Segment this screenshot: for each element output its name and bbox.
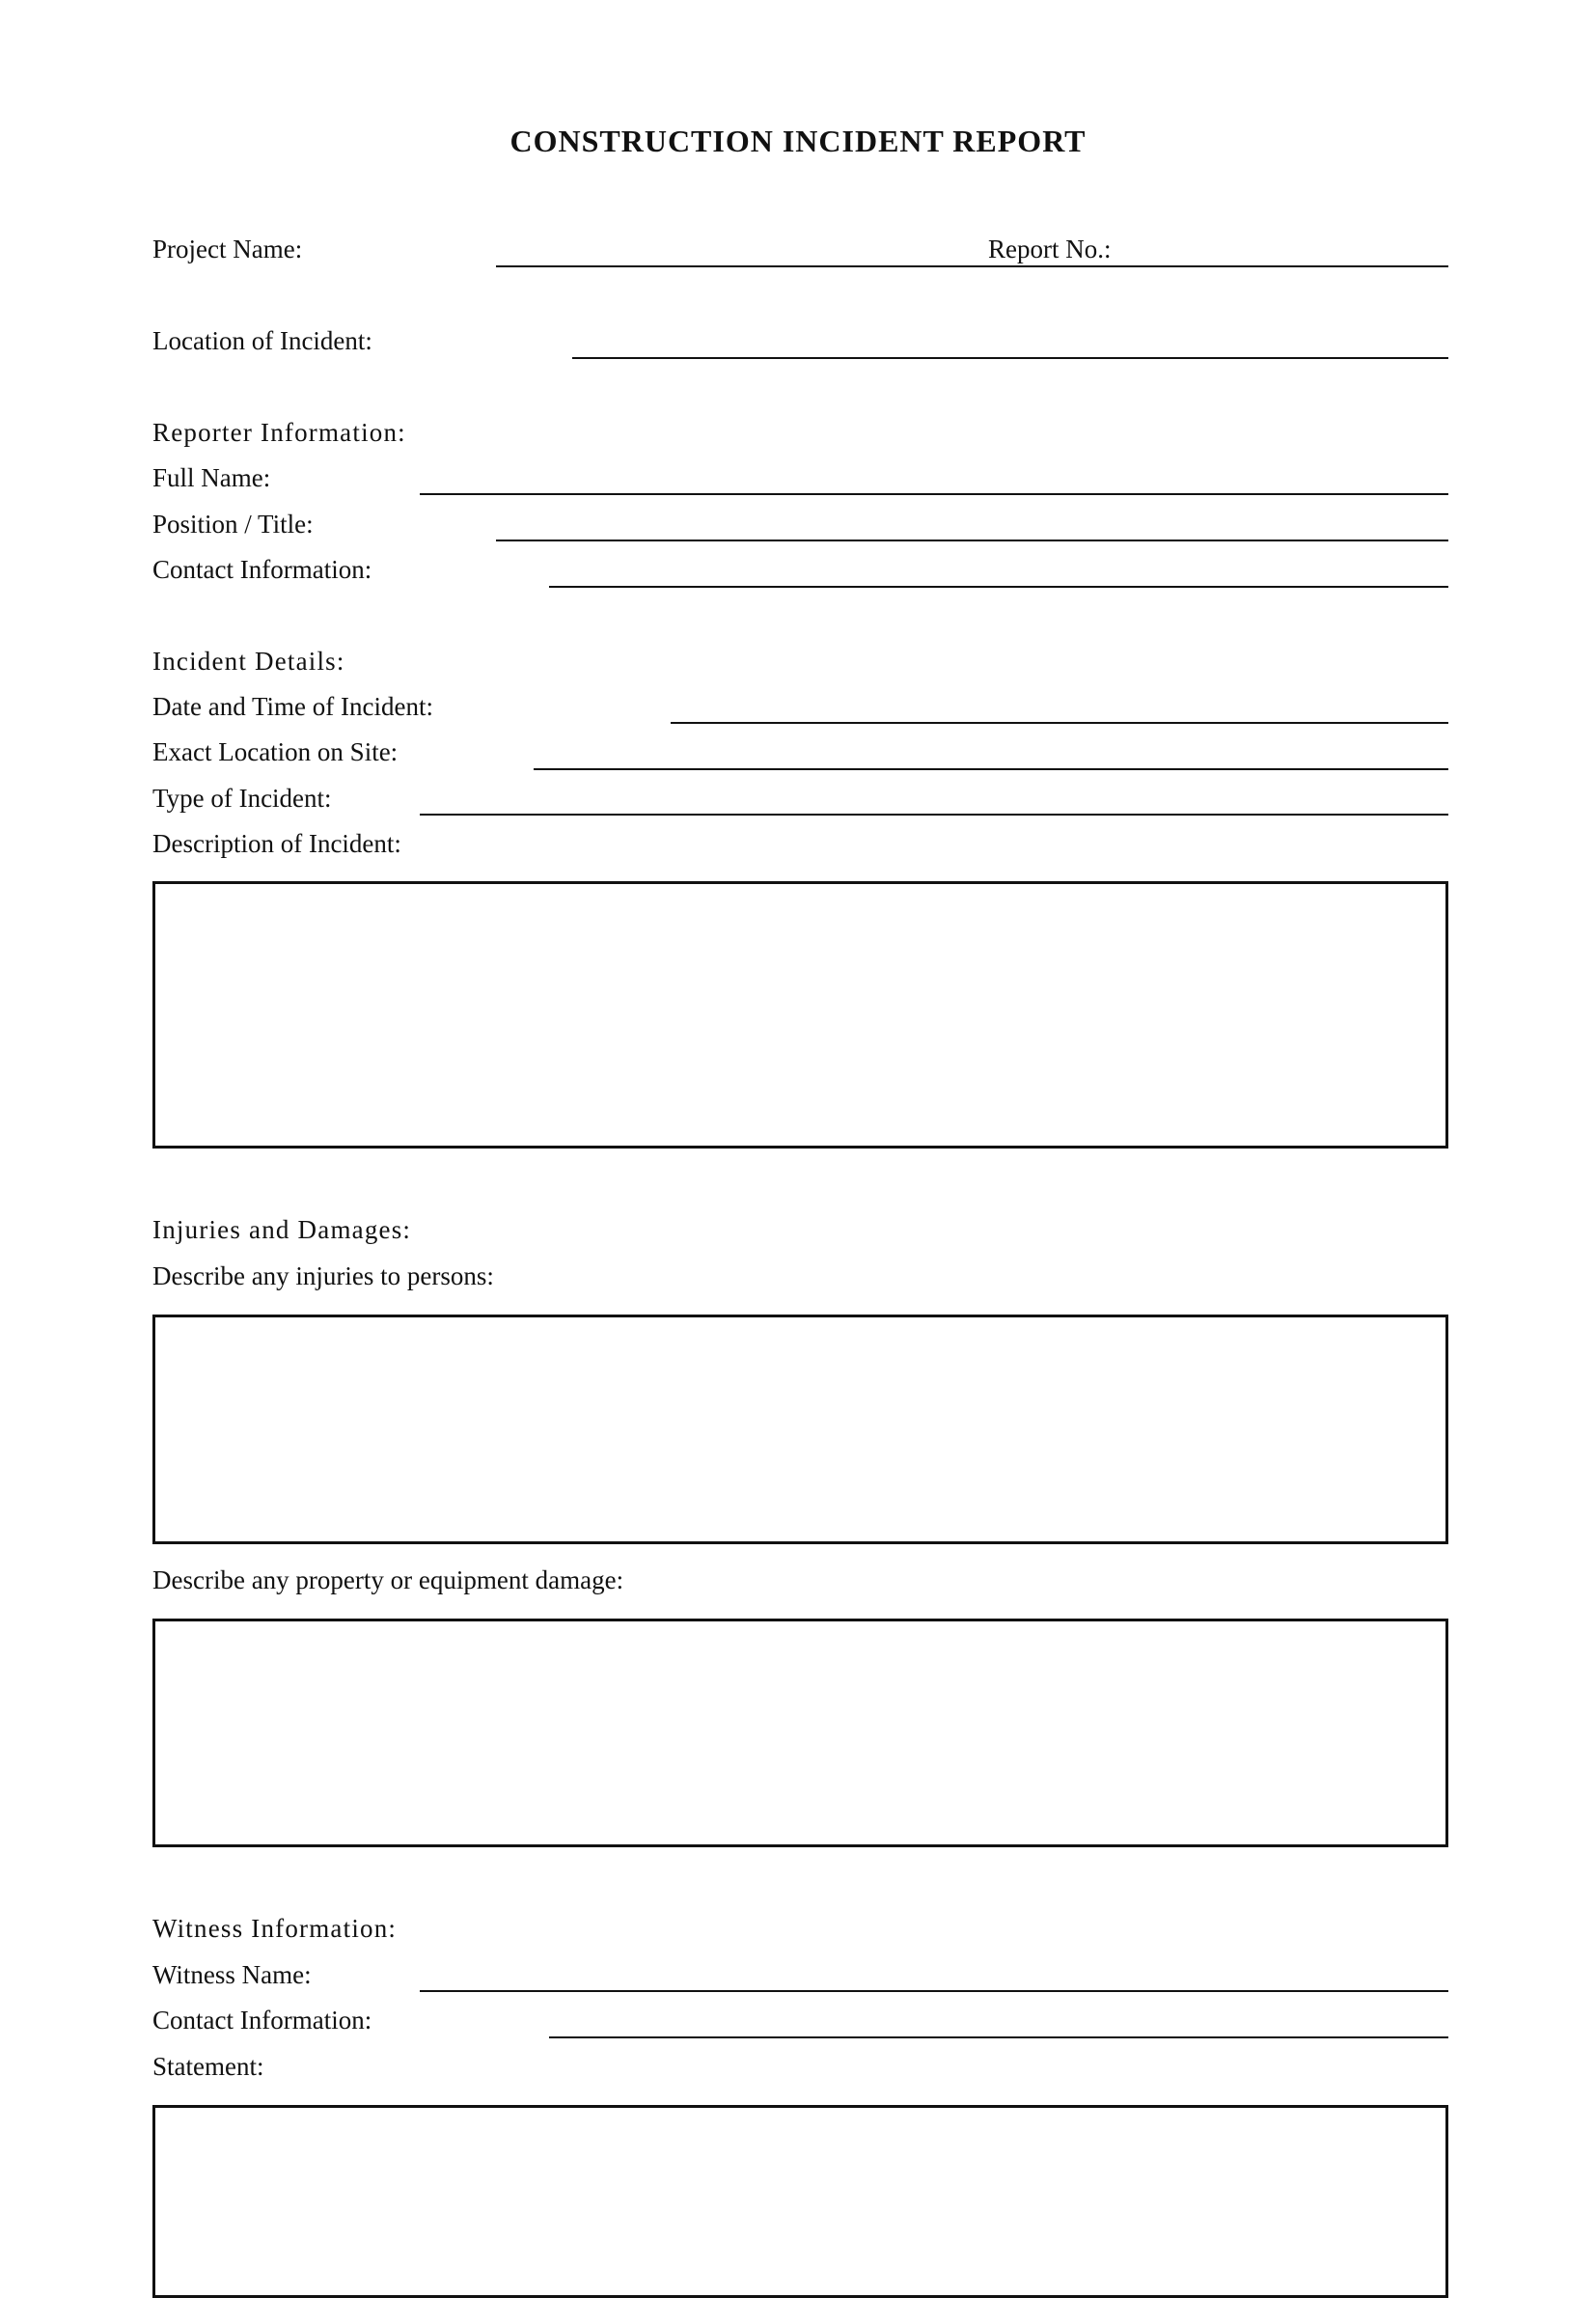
reporter-contact-field[interactable] — [549, 586, 1448, 588]
report-no-label: Report No.: — [988, 235, 1112, 263]
reporter-contact-label: Contact Information: — [152, 555, 372, 584]
position-field[interactable] — [496, 540, 1448, 541]
property-damage-label: Describe any property or equipment damage: — [152, 1565, 624, 1594]
project-name-label: Project Name: — [152, 235, 303, 263]
statement-label: Statement: — [152, 2052, 264, 2081]
reporter-section-heading: Reporter Information: — [152, 418, 406, 447]
incident-section-heading: Incident Details: — [152, 647, 345, 676]
incident-type-field[interactable] — [420, 814, 1448, 816]
witness-name-label: Witness Name: — [152, 1960, 312, 1989]
description-label: Description of Incident: — [152, 829, 401, 858]
page-title: CONSTRUCTION INCIDENT REPORT — [509, 124, 1087, 158]
witness-contact-field[interactable] — [549, 2036, 1448, 2038]
injuries-persons-textbox[interactable] — [152, 1315, 1448, 1544]
exact-location-field[interactable] — [534, 768, 1448, 770]
location-label: Location of Incident: — [152, 326, 372, 355]
full-name-field[interactable] — [420, 493, 1448, 495]
property-damage-textbox[interactable] — [152, 1619, 1448, 1847]
project-name-field[interactable] — [496, 265, 1448, 267]
datetime-label: Date and Time of Incident: — [152, 692, 433, 721]
description-textbox[interactable] — [152, 881, 1448, 1149]
injuries-persons-label: Describe any injuries to persons: — [152, 1261, 494, 1290]
full-name-label: Full Name: — [152, 463, 271, 492]
location-field[interactable] — [572, 357, 1448, 359]
datetime-field[interactable] — [671, 722, 1448, 724]
injuries-section-heading: Injuries and Damages: — [152, 1215, 412, 1244]
witness-section-heading: Witness Information: — [152, 1914, 398, 1943]
witness-name-field[interactable] — [420, 1990, 1448, 1992]
position-label: Position / Title: — [152, 510, 314, 539]
statement-textbox[interactable] — [152, 2105, 1448, 2298]
exact-location-label: Exact Location on Site: — [152, 737, 399, 766]
incident-type-label: Type of Incident: — [152, 784, 332, 813]
witness-contact-label: Contact Information: — [152, 2006, 372, 2035]
